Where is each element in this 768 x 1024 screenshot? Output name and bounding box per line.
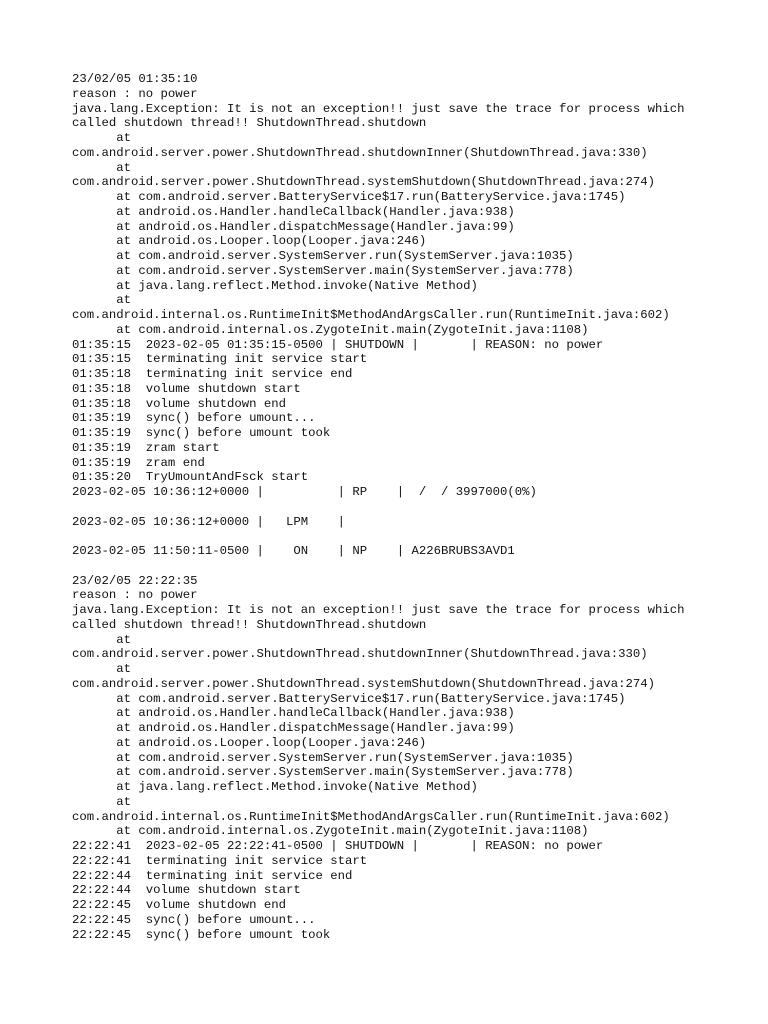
log-line: called shutdown thread!! ShutdownThread.shutdown [72,617,427,632]
log-line: 2023-02-05 10:36:12+0000 | LPM | [72,514,346,529]
log-line: com.android.server.power.ShutdownThread.shutdownInner(ShutdownThread.java:330) [72,647,648,662]
log-line: 22:22:45 volume shutdown end [72,898,287,912]
log-line: at android.os.Handler.handleCallback(Handler.java:938) [72,204,515,219]
log-line: 01:35:19 sync() before umount took [72,426,331,440]
log-line: 2023-02-05 11:50:11-0500 | ON | NP | A226BRUBS3AVD1 [72,544,515,558]
log-line: com.android.internal.os.RuntimeInit$MethodAndArgsCaller.run(RuntimeInit.java:602) [72,308,670,322]
log-line: at [72,131,132,145]
log-line: at com.android.server.SystemServer.run(SystemServer.java:1035) [72,249,574,263]
log-line: at com.android.internal.os.ZygoteInit.main(ZygoteInit.java:1108) [72,824,589,839]
log-line: 22:22:41 2023-02-05 22:22:41-0500 | SHUTDOWN | | REASON: no power [72,839,604,853]
log-line: java.lang.Exception: It is not an exception!! just save the trace for process which [72,101,685,116]
log-line: 01:35:19 sync() before umount... [72,411,316,426]
log-line [72,500,752,515]
log-line: com.android.server.power.ShutdownThread.systemShutdown(ShutdownThread.java:274) [72,676,655,691]
log-line: 01:35:19 zram start [72,440,220,455]
log-line: called shutdown thread!! ShutdownThread.shutdown [72,116,427,131]
log-line: com.android.server.power.ShutdownThread.systemShutdown(ShutdownThread.java:274) [72,175,655,190]
log-line [72,559,752,574]
log-line: 23/02/05 01:35:10 [72,72,198,86]
log-line: 22:22:45 sync() before umount took [72,927,331,942]
log-line: at java.lang.reflect.Method.invoke(Native Method) [72,780,478,794]
log-line: 22:22:44 terminating init service end [72,868,353,883]
log-line: at [72,794,132,809]
log-line: 01:35:18 volume shutdown end [72,396,287,411]
log-line: at android.os.Handler.dispatchMessage(Handler.java:99) [72,721,515,735]
log-line: 01:35:19 zram end [72,455,205,470]
log-line: 22:22:41 terminating init service start [72,853,368,868]
log-line: at android.os.Handler.dispatchMessage(Handler.java:99) [72,219,515,234]
log-line: at com.android.server.BatteryService$17.run(BatteryService.java:1745) [72,691,626,706]
log-line: at java.lang.reflect.Method.invoke(Native Method) [72,278,478,293]
log-line: at com.android.server.SystemServer.run(SystemServer.java:1035) [72,750,574,765]
log-line: 23/02/05 22:22:35 [72,573,198,588]
log-line: at [72,293,132,308]
log-line: 22:22:45 sync() before umount... [72,912,316,927]
log-document [72,72,752,942]
log-line: 2023-02-05 10:36:12+0000 | | RP | / / 3997000(0%) [72,485,537,499]
log-line: reason : no power [72,588,198,603]
log-line: at android.os.Looper.loop(Looper.java:246) [72,234,427,249]
log-line: at [72,160,132,175]
log-line: at android.os.Looper.loop(Looper.java:246) [72,735,427,750]
log-line: at com.android.internal.os.ZygoteInit.main(ZygoteInit.java:1108) [72,322,589,337]
log-line: at com.android.server.BatteryService$17.run(BatteryService.java:1745) [72,190,626,204]
log-line: 01:35:20 TryUmountAndFsck start [72,470,309,485]
log-line: at [72,662,132,676]
log-line: com.android.internal.os.RuntimeInit$MethodAndArgsCaller.run(RuntimeInit.java:602) [72,809,670,824]
log-line: com.android.server.power.ShutdownThread.shutdownInner(ShutdownThread.java:330) [72,145,648,160]
log-line: reason : no power [72,86,198,101]
log-line: 01:35:15 2023-02-05 01:35:15-0500 | SHUTDOWN | | REASON: no power [72,337,604,352]
log-line: 01:35:15 terminating init service start [72,352,368,367]
log-line: 01:35:18 terminating init service end [72,367,353,381]
log-line [72,529,752,544]
log-line: at com.android.server.SystemServer.main(SystemServer.java:778) [72,263,574,278]
log-line: at com.android.server.SystemServer.main(SystemServer.java:778) [72,765,574,780]
log-line: at android.os.Handler.handleCallback(Handler.java:938) [72,706,515,721]
log-line: 22:22:44 volume shutdown start [72,883,301,898]
log-line: java.lang.Exception: It is not an exception!! just save the trace for process which [72,603,685,617]
log-line: at [72,632,132,647]
log-line: 01:35:18 volume shutdown start [72,381,301,396]
